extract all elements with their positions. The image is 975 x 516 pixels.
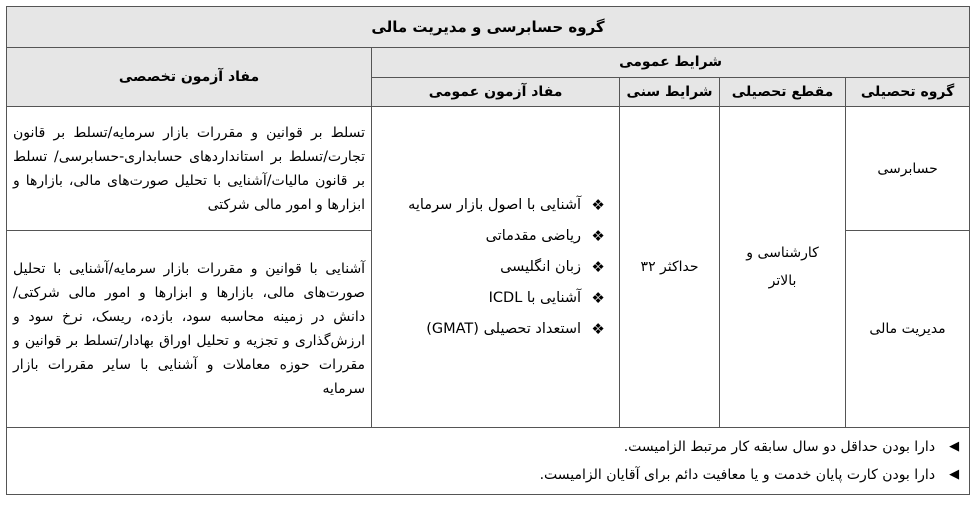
list-item bbox=[382, 190, 609, 221]
diamond-bullet-icon: ❖ bbox=[591, 257, 605, 276]
header-age: شرایط سنی bbox=[620, 77, 720, 107]
list-item bbox=[382, 221, 609, 252]
diamond-bullet-icon: ❖ bbox=[591, 226, 605, 245]
footnote-text: دارا بودن کارت پایان خدمت و یا معافیت دائم برای آقایان الزامیست. bbox=[539, 467, 936, 483]
footnotes-cell bbox=[7, 428, 970, 495]
degree-cell bbox=[720, 107, 846, 428]
diamond-bullet-icon: ❖ bbox=[591, 319, 605, 338]
requirements-table-wrapper bbox=[6, 6, 969, 495]
general-exam-item: استعداد تحصیلی (GMAT) bbox=[426, 320, 582, 337]
header-group: گروه تحصیلی bbox=[846, 77, 970, 107]
list-item bbox=[382, 252, 609, 283]
general-exam-cell bbox=[372, 107, 620, 428]
triangle-left-icon: ◀ bbox=[949, 467, 960, 482]
age-cell: حداکثر ۳۲ bbox=[620, 107, 720, 428]
group-cell-financial-management: مدیریت مالی bbox=[846, 231, 970, 428]
diamond-bullet-icon: ❖ bbox=[591, 195, 605, 214]
specialized-cell-financial-management: آشنایی با قوانین و مقررات بازار سرمایه/آشنایی با تحلیل صورت‌های مالی، بازارها و ابزارها و امور مالی شرکتی/ دانش در زمینه محاسبه سود، بازده، ریسک، نرخ سود و ارزش‌گذاری و تجزیه و تحلیل اوراق بهادار/تسلط بر قوانین و مقررات حوزه معاملات و آشنایی با سایر مقررات بازار سرمایه bbox=[7, 231, 372, 428]
requirements-table bbox=[6, 6, 970, 495]
header-specialized-exam: مفاد آزمون تخصصی bbox=[7, 48, 372, 107]
table-title: گروه حسابرسی و مدیریت مالی bbox=[7, 7, 970, 48]
diamond-bullet-icon: ❖ bbox=[591, 288, 605, 307]
list-item bbox=[382, 283, 609, 314]
general-exam-item: زبان انگلیسی bbox=[500, 258, 582, 275]
general-exam-item: آشنایی با ICDL bbox=[488, 289, 582, 306]
degree-text: کارشناسی و بالاتر bbox=[746, 245, 819, 289]
footnote-row bbox=[17, 433, 959, 461]
general-exam-list bbox=[382, 190, 609, 345]
footnote-text: دارا بودن حداقل دو سال سابقه کار مرتبط الزامیست. bbox=[623, 439, 936, 455]
general-exam-item: آشنایی با اصول بازار سرمایه bbox=[408, 196, 582, 213]
footnote-row bbox=[17, 461, 959, 489]
header-general-exam: مفاد آزمون عمومی bbox=[372, 77, 620, 107]
header-degree: مقطع تحصیلی bbox=[720, 77, 846, 107]
list-item bbox=[382, 314, 609, 345]
group-cell-auditing: حسابرسی bbox=[846, 107, 970, 231]
header-general-conditions: شرایط عمومی bbox=[372, 48, 970, 78]
specialized-cell-auditing: تسلط بر قوانین و مقررات بازار سرمایه/تسلط بر قانون تجارت/تسلط بر استانداردهای حسابداری-حسابرسی/ تسلط بر قانون مالیات/آشنایی با تحلیل صورت‌های مالی، بازارها و ابزارها و امور مالی شرکتی bbox=[7, 107, 372, 231]
general-exam-item: ریاضی مقدماتی bbox=[485, 227, 582, 244]
triangle-left-icon: ◀ bbox=[949, 439, 960, 454]
